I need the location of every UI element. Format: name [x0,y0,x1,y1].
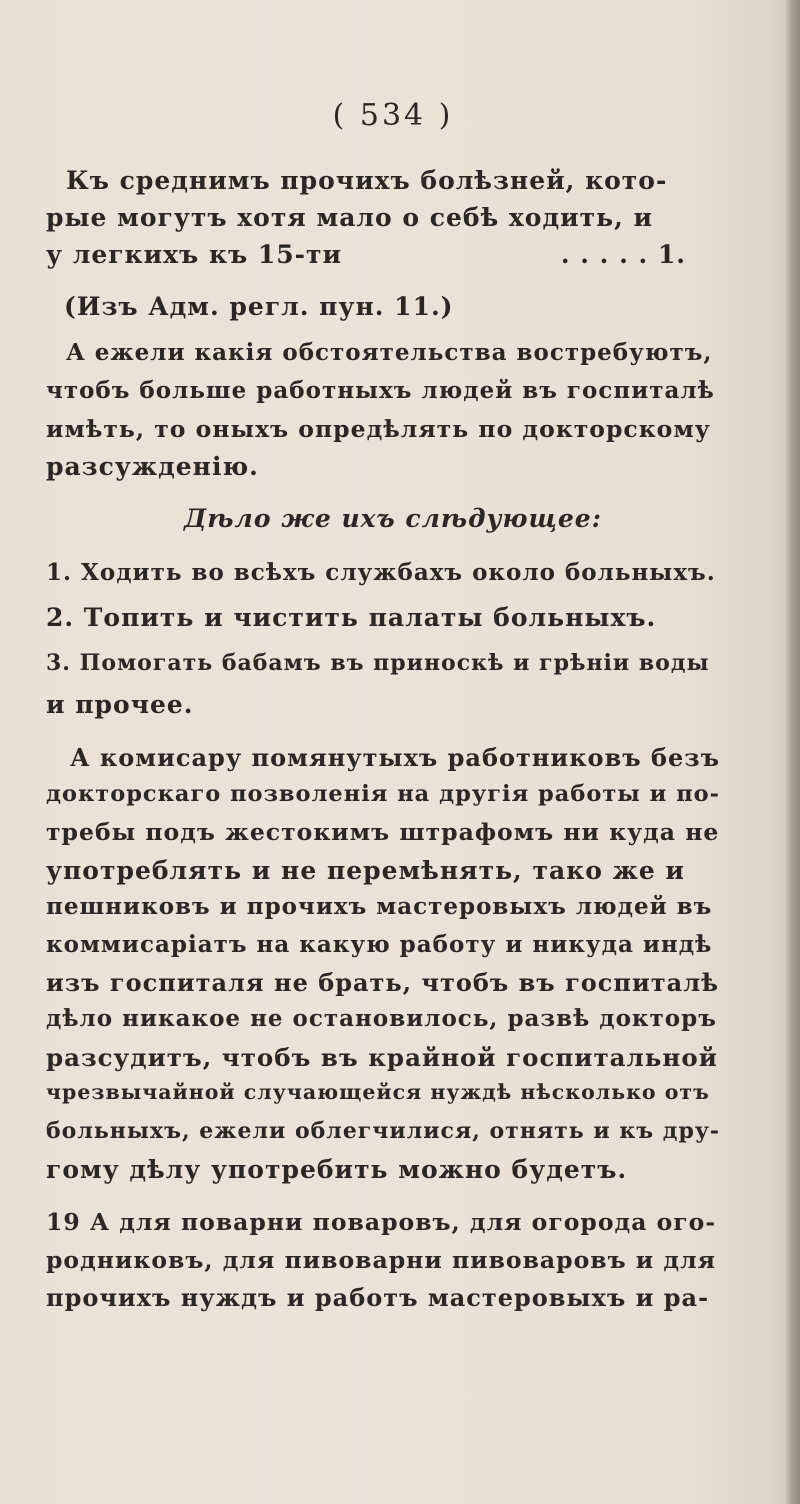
list-item: 1. Ходить во всѣхъ службахъ около больныхъ. [46,559,716,586]
text-line: чтобъ больше работныхъ людей въ госпиталѣ [46,377,715,404]
section-heading: Дѣло же ихъ слѣдующее: [184,504,602,533]
page-number: ( 534 ) [332,98,454,133]
text-line: больныхъ, ежели облегчилися, отнять и къ дру- [46,1118,721,1144]
text-line: дѣло никакое не остановилось, развѣ докторъ [46,1005,717,1032]
text-line: разсудитъ, чтобъ въ крайной госпитальной [46,1043,718,1072]
text-line: прочихъ нуждъ и работъ мастеровыхъ и ра- [46,1283,710,1312]
text-line: рые могутъ хотя мало о себѣ ходить, и [46,203,654,232]
text-line: Къ среднимъ прочихъ болѣзней, кото- [66,166,668,195]
text-line: А комисару помянутыхъ работниковъ безъ [70,743,721,772]
text-line: А ежели какія обстоятельства востребуютъ, [66,339,713,366]
text-line: коммисаріатъ на какую работу и никуда индѣ [46,931,713,958]
text-line-start: у легкихъ къ 15-ти [46,240,343,269]
page-edge [786,0,800,1504]
text-line: родниковъ, для пивоварни пивоваровъ и для [46,1246,717,1274]
text-line: изъ госпиталя не брать, чтобъ въ госпиталѣ [46,968,719,997]
text-line: пешниковъ и прочихъ мастеровыхъ людей въ [46,893,713,920]
text-line: употреблять и не перемѣнять, тако же и [46,856,685,885]
text-line: докторскаго позволенія на другія работы и по- [46,781,721,807]
text-line: имѣть, то оныхъ опредѣлять по докторскому [46,415,711,443]
list-item: и прочее. [46,690,194,719]
text-line: чрезвычайной случающейся нуждѣ нѣсколько отъ [46,1080,710,1104]
reference: (Изъ Адм. регл. пун. 11.) [64,292,454,321]
text-line: гому дѣлу употребить можно будетъ. [46,1155,628,1184]
text-line [46,240,686,269]
text-line: требы подъ жестокимъ штрафомъ ни куда не [46,818,720,846]
text-line-leader: . . . . . 1. [560,240,686,269]
list-item: 2. Топить и чистить палаты больныхъ. [46,603,657,632]
text-line: разсужденію. [46,452,259,481]
list-item: 3. Помогать бабамъ въ приноскѣ и грѣніи воды [46,650,710,676]
text-line: 19 А для поварни поваровъ, для огорода ого- [46,1208,717,1236]
